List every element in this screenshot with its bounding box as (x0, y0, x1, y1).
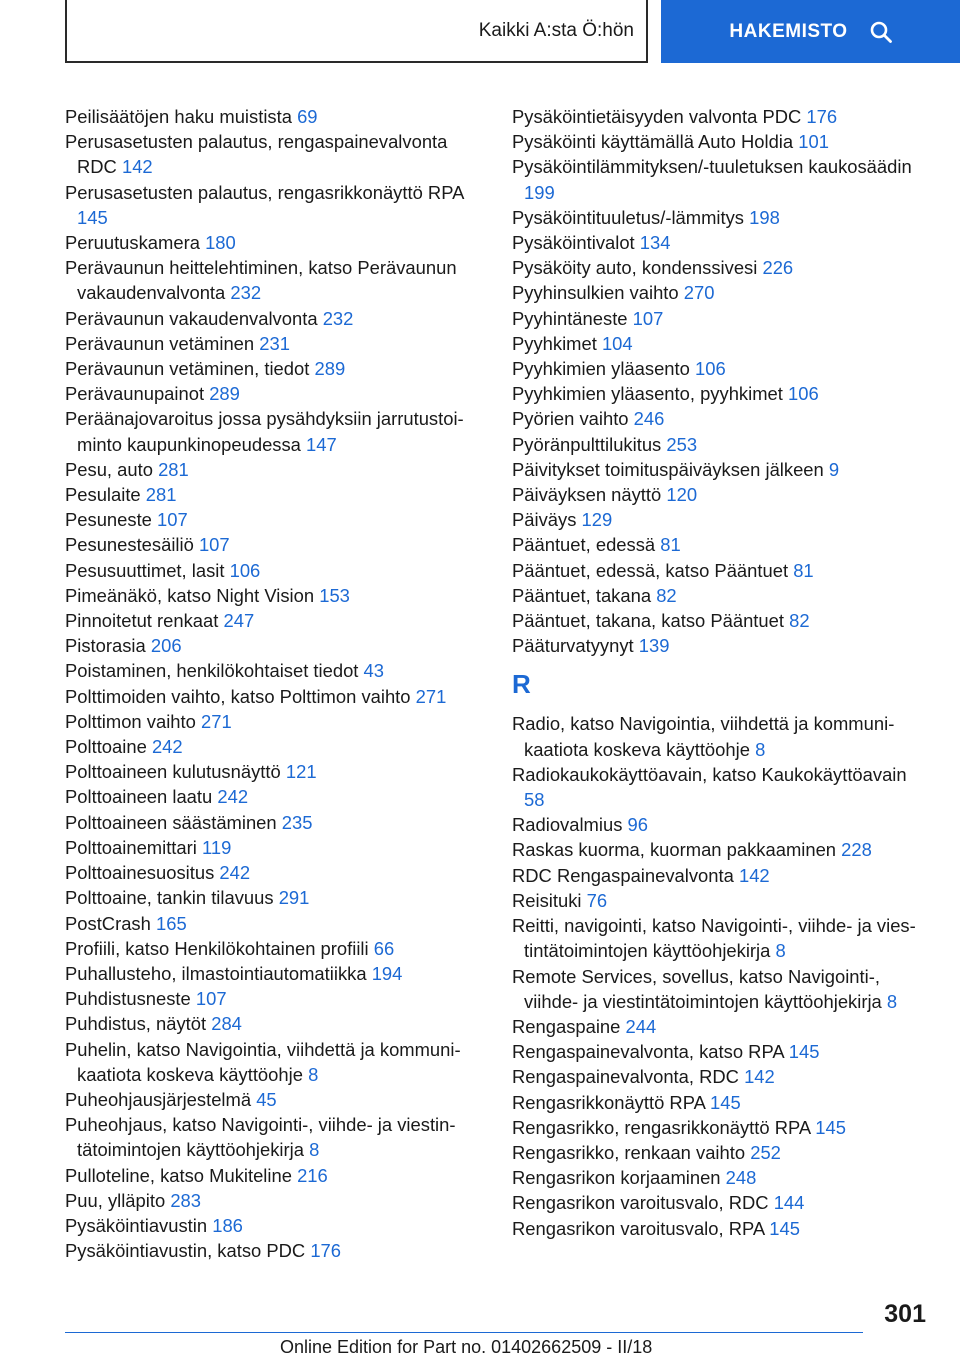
index-entry-page-link[interactable]: 66 (373, 937, 395, 959)
index-entry (512, 1014, 932, 1039)
index-entry-page-link[interactable]: 228 (841, 839, 872, 861)
index-entry-text: Poistaminen, henkilökohtaiset tiedot (65, 660, 359, 682)
index-entry-page-link[interactable]: 176 (806, 106, 838, 127)
index-entry-page-link[interactable]: 199 (524, 181, 555, 203)
index-entry (65, 885, 485, 910)
index-entry-text: Pyyhkimet (512, 332, 597, 354)
index-entry-text: Puhallusteho, ilmastointiautomatiikka (65, 962, 367, 984)
index-entry-page-link[interactable]: 145 (788, 1041, 820, 1063)
index-entry-page-link[interactable]: 252 (750, 1141, 781, 1163)
index-entry-page-link[interactable]: 119 (202, 836, 232, 858)
index-entry-page-link[interactable]: 106 (695, 358, 726, 380)
index-entry-text: Polttimon vaihto (65, 710, 196, 732)
index-entry (65, 406, 485, 456)
index-entry-text: Puhdistusneste (65, 988, 191, 1010)
index-entry-page-link[interactable]: 144 (773, 1192, 805, 1214)
index-entry-page-link[interactable]: 180 (205, 232, 236, 254)
index-entry-text: Radio, katso Navigointia, viihdettä ja kommunikaatiota koskeva käyttöohje (512, 713, 895, 760)
index-entry-text: Pyyhkimien yläasento (512, 358, 690, 380)
index-entry (65, 583, 485, 608)
index-entry (65, 306, 485, 331)
index-entry (512, 331, 932, 356)
index-entry-page-link[interactable]: 242 (151, 736, 183, 758)
index-entry-text: Rengaspainevalvonta, katso RPA (512, 1041, 784, 1063)
index-entry-text: RDC Rengaspainevalvonta (512, 864, 734, 886)
index-entry (512, 812, 932, 837)
index-entry-page-link[interactable]: 206 (150, 635, 182, 657)
index-entry-page-link[interactable]: 176 (310, 1240, 342, 1262)
index-entry (512, 863, 932, 888)
index-entry-text: Perävaunun heittelehtiminen, katso Perävaunun vakaudenvalvonta (65, 257, 457, 304)
index-entry-page-link[interactable]: 76 (586, 889, 608, 911)
index-entry (512, 457, 932, 482)
index-entry-page-link[interactable]: 145 (77, 206, 108, 228)
index-entry-text: Perusasetusten palautus, rengasrikkonäyttö RPA (65, 181, 464, 203)
index-entry-text: Rengasrikko, rengasrikkonäyttö RPA (512, 1116, 811, 1138)
index-entry (512, 762, 932, 812)
index-entry-text: Raskas kuorma, kuorman pakkaaminen (512, 839, 837, 861)
index-group-r (512, 711, 932, 1240)
index-entry-text: Reisituki (512, 889, 582, 911)
index-button-label: HAKEMISTO (729, 20, 848, 42)
index-group-p (512, 104, 932, 658)
index-entry-page-link[interactable]: 121 (285, 761, 317, 783)
index-entry (512, 1140, 932, 1165)
index-entry-text: Polttoaineen säästäminen (65, 811, 277, 833)
index-entry (65, 180, 485, 230)
index-entry (65, 1238, 485, 1263)
index-entry-page-link[interactable]: 165 (155, 912, 187, 934)
index-entry-text: Radiokaukokäyttöavain, katso Kaukokäyttöavain (512, 763, 907, 785)
index-entry (65, 936, 485, 961)
index-entry (65, 129, 485, 179)
index-entry (65, 734, 485, 759)
index-entry (512, 306, 932, 331)
index-entry-page-link[interactable]: 289 (209, 383, 240, 405)
index-entry (512, 608, 932, 633)
index-entry (65, 532, 485, 557)
index-entry-text: Rengasrikon korjaaminen (512, 1167, 721, 1189)
index-entry (65, 230, 485, 255)
index-entry (65, 1188, 485, 1213)
index-entry-page-link[interactable]: 69 (297, 106, 318, 127)
index-entry-page-link[interactable]: 291 (278, 887, 310, 909)
index-entry-page-link[interactable]: 43 (363, 660, 384, 682)
index-entry-text: Polttoaineen kulutusnäyttö (65, 761, 281, 783)
index-entry-text: Pysäköintiavustin (65, 1214, 208, 1236)
index-entry-page-link[interactable]: 81 (660, 534, 681, 556)
index-entry (512, 583, 932, 608)
index-entry-page-link[interactable]: 120 (666, 484, 698, 506)
index-entry (512, 1165, 932, 1190)
index-entry-page-link[interactable]: 289 (314, 358, 346, 380)
index-entry (512, 154, 932, 204)
index-entry (512, 482, 932, 507)
index-entry-page-link[interactable]: 147 (306, 433, 337, 455)
footer-rule (65, 1332, 863, 1333)
index-entry-text: Pääntuet, edessä (512, 534, 656, 556)
index-entry-text: Perävaunun vetäminen (65, 332, 255, 354)
index-entry-text: Päiväyksen näyttö (512, 484, 662, 506)
index-entry (65, 331, 485, 356)
index-entry-text: Perusasetusten palautus, rengaspainevalvonta RDC (65, 131, 448, 178)
index-entry-text: Pulloteline, katso Mukiteline (65, 1164, 292, 1186)
index-entry (512, 280, 932, 305)
index-entry-text: Pyörien vaihto (512, 408, 629, 430)
index-entry-text: Rengasrikon varoitusvalo, RDC (512, 1192, 769, 1214)
index-entry-text: Pysäköintiavustin, katso PDC (65, 1240, 306, 1262)
index-entry (65, 709, 485, 734)
index-entry-text: Pesu, auto (65, 458, 153, 480)
index-entry (512, 507, 932, 532)
index-entry-text: Peilisäätöjen haku muistista (65, 106, 292, 127)
index-entry (65, 986, 485, 1011)
index-entry (65, 810, 485, 835)
index-entry-text: Polttoaine (65, 736, 147, 758)
index-entry-page-link[interactable]: 153 (319, 584, 350, 606)
index-entry (512, 1064, 932, 1089)
index-entry-page-link[interactable]: 284 (211, 1013, 242, 1035)
index-entry-text: Puhdistus, näytöt (65, 1013, 207, 1035)
index-entry-page-link[interactable]: 8 (308, 1063, 319, 1085)
index-entry (512, 1190, 932, 1215)
index-entry-page-link[interactable]: 232 (230, 282, 262, 304)
index-entry (512, 964, 932, 1014)
index-entry-page-link[interactable]: 8 (309, 1139, 320, 1161)
index-entry-text: Pysäköintituuletus/-lämmitys (512, 206, 745, 228)
index-entry-text: Rengasrikko, renkaan vaihto (512, 1141, 746, 1163)
index-entry-text: Puheohjausjärjestelmä (65, 1088, 252, 1110)
index-entry (65, 961, 485, 986)
index-entry-page-link[interactable]: 106 (229, 559, 261, 581)
index-entry-text: Pääntuet, edessä, katso Pääntuet (512, 559, 789, 581)
index-entry (65, 255, 485, 305)
index-entry-text: Päiväys (512, 509, 577, 531)
index-entry (512, 913, 932, 963)
index-entry (512, 205, 932, 230)
index-entry-page-link[interactable]: 9 (828, 458, 840, 480)
index-entry-page-link[interactable]: 139 (638, 635, 670, 657)
index-entry (512, 255, 932, 280)
index-entry-page-link[interactable]: 106 (788, 383, 819, 405)
index-entry-page-link[interactable]: 231 (259, 332, 290, 354)
index-entry-page-link[interactable]: 82 (789, 610, 810, 632)
index-entry-text: Pysäköintivalot (512, 232, 635, 254)
index-entry (512, 1115, 932, 1140)
index-column-left (65, 104, 485, 1263)
index-entry (512, 381, 932, 406)
index-entry-text: Pesuneste (65, 509, 152, 531)
index-entry-text: Reitti, navigointi, katso Navigointi-, viihde- ja viestintätoimintojen käyttöohjekirja (512, 915, 916, 962)
index-entry-page-link[interactable]: 270 (683, 282, 715, 304)
index-entry (512, 1090, 932, 1115)
index-entry (65, 759, 485, 784)
index-entry-page-link[interactable]: 242 (217, 786, 249, 808)
index-entry-page-link[interactable]: 96 (627, 814, 648, 836)
index-entry-text: Puu, ylläpito (65, 1189, 166, 1211)
index-entry-text: PostCrash (65, 912, 151, 934)
index-entry-page-link[interactable]: 142 (744, 1066, 775, 1088)
index-entry-page-link[interactable]: 271 (200, 710, 232, 732)
index-entry-page-link[interactable]: 107 (157, 509, 188, 531)
index-entry-text: Perävaunun vetäminen, tiedot (65, 358, 310, 380)
index-entry-page-link[interactable]: 58 (524, 789, 545, 811)
index-entry (512, 1216, 932, 1241)
index-entry-text: Pesusuuttimet, lasit (65, 559, 225, 581)
index-entry-text: Pääturvatyynyt (512, 635, 634, 657)
index-entry (65, 381, 485, 406)
index-entry (65, 1037, 485, 1087)
index-column-right (512, 104, 932, 1241)
index-entry-text: Pistorasia (65, 635, 146, 657)
index-entry (512, 711, 932, 761)
index-entry-text: Polttoainesuositus (65, 862, 215, 884)
index-entry-text: Perävaunun vakaudenvalvonta (65, 307, 318, 329)
index-entry (65, 835, 485, 860)
index-entry (65, 1213, 485, 1238)
index-entry (65, 1087, 485, 1112)
index-entry-text: Polttoainemittari (65, 836, 197, 858)
index-entry-page-link[interactable]: 246 (633, 408, 665, 430)
index-entry (512, 633, 932, 658)
tab-a-to-z[interactable] (65, 0, 648, 63)
index-entry-text: Polttimoiden vaihto, katso Polttimon vaihto (65, 685, 411, 707)
index-entry-page-link[interactable]: 81 (793, 559, 814, 581)
index-entry-page-link[interactable]: 104 (601, 332, 633, 354)
footer-edition: Online Edition for Part no. 01402662509 - II/18 (280, 1337, 653, 1357)
index-entry-page-link[interactable]: 283 (170, 1189, 202, 1211)
index-entry-page-link[interactable]: 242 (219, 862, 251, 884)
index-entry (512, 558, 932, 583)
index-entry-page-link[interactable]: 45 (256, 1088, 277, 1110)
index-entry-page-link[interactable]: 8 (775, 940, 786, 962)
index-entry-text: Perävaunupainot (65, 383, 205, 405)
index-entry-text: Pyyhkimien yläasento, pyyhkimet (512, 383, 783, 405)
index-entry-page-link[interactable]: 198 (749, 206, 780, 228)
index-entry (512, 406, 932, 431)
index-entry-text: Rengaspaine (512, 1015, 621, 1037)
index-entry (65, 507, 485, 532)
index-entry-text: Pysäköintilämmityksen/-tuuletuksen kaukosäädin (512, 156, 912, 178)
index-entry (65, 608, 485, 633)
index-entry-text: Pysäköintietäisyyden valvonta PDC (512, 106, 802, 127)
index-entry (512, 1039, 932, 1064)
index-entry (512, 104, 932, 129)
index-entry (65, 104, 485, 129)
index-entry-page-link[interactable]: 216 (297, 1164, 328, 1186)
index-entry-page-link[interactable]: 107 (632, 307, 664, 329)
index-entry (65, 784, 485, 809)
index-entry-page-link[interactable]: 129 (581, 509, 613, 531)
index-entry-text: Rengasrikkonäyttö RPA (512, 1091, 705, 1113)
index-entry (512, 356, 932, 381)
index-entry-page-link[interactable]: 226 (762, 257, 794, 279)
index-entry-text: Pesulaite (65, 484, 141, 506)
index-entry-text: Peruutuskamera (65, 232, 200, 254)
index-entry-text: Pysäköity auto, kondenssivesi (512, 257, 758, 279)
index-entry-page-link[interactable]: 247 (223, 610, 255, 632)
index-entry-page-link[interactable]: 142 (738, 864, 770, 886)
index-entry-page-link[interactable]: 253 (666, 433, 698, 455)
index-entry-page-link[interactable]: 8 (886, 990, 898, 1012)
index-entry (65, 911, 485, 936)
index-entry-page-link[interactable]: 134 (639, 232, 671, 254)
index-entry (512, 532, 932, 557)
index-entry-page-link[interactable]: 145 (769, 1217, 800, 1239)
index-entry-text: Päivitykset toimituspäiväyksen jälkeen (512, 458, 824, 480)
section-letter-r: R (512, 669, 531, 700)
index-entry-page-link[interactable]: 194 (371, 962, 403, 984)
index-entry-page-link[interactable]: 107 (198, 534, 230, 556)
index-entry-text: Polttoaineen laatu (65, 786, 213, 808)
index-button[interactable] (661, 0, 960, 63)
index-entry-text: Pysäköinti käyttämällä Auto Holdia (512, 131, 794, 153)
index-entry-text: Pyyhinsulkien vaihto (512, 282, 679, 304)
index-entry (65, 684, 485, 709)
search-icon (870, 21, 892, 43)
index-entry (65, 633, 485, 658)
index-entry-text: Pääntuet, takana, katso Pääntuet (512, 610, 784, 632)
index-entry-text: Rengasrikon varoitusvalo, RPA (512, 1217, 765, 1239)
page-number: 301 (884, 1300, 926, 1328)
index-entry (65, 482, 485, 507)
index-entry-text: Pesunestesäiliö (65, 534, 194, 556)
index-entry-page-link[interactable]: 82 (656, 584, 677, 606)
index-entry (512, 837, 932, 862)
index-entry-page-link[interactable]: 235 (281, 811, 313, 833)
index-entry-page-link[interactable]: 248 (725, 1167, 757, 1189)
index-entry-page-link[interactable]: 142 (121, 156, 153, 178)
index-entry-page-link[interactable]: 281 (145, 484, 177, 506)
index-entry-page-link[interactable]: 101 (798, 131, 829, 153)
tab-a-to-z-label: Kaikki A:sta Ö:hön (478, 19, 634, 41)
index-entry-text: Rengaspainevalvonta, RDC (512, 1066, 739, 1088)
index-entry-page-link[interactable]: 145 (709, 1091, 741, 1113)
index-entry (65, 356, 485, 381)
index-entry-page-link[interactable]: 145 (815, 1116, 846, 1138)
index-entry-text: Pääntuet, takana (512, 584, 652, 606)
index-entry-page-link[interactable]: 107 (195, 988, 227, 1010)
index-entry (512, 432, 932, 457)
index-entry-page-link[interactable]: 271 (415, 685, 447, 707)
index-entry-text: Radiovalmius (512, 814, 623, 836)
index-entry-text: Pyöränpulttilukitus (512, 433, 662, 455)
index-entry-page-link[interactable]: 281 (158, 458, 189, 480)
index-entry (65, 860, 485, 885)
index-entry-text: Remote Services, sovellus, katso Navigointi-, viihde- ja viestintätoimintojen käyttöohjekirja (512, 965, 882, 1012)
index-entry-text: Pyyhintäneste (512, 307, 628, 329)
index-entry-text: Puheohjaus, katso Navigointi-, viihde- ja viestintätoimintojen käyttöohjekirja (65, 1114, 456, 1161)
index-entry-text: Puhelin, katso Navigointia, viihdettä ja kommunikaatiota koskeva käyttöohje (65, 1038, 461, 1085)
index-entry (512, 129, 932, 154)
index-entry (65, 558, 485, 583)
index-entry-page-link[interactable]: 232 (322, 307, 354, 329)
index-entry-text: Profiili, katso Henkilökohtainen profiili (65, 937, 369, 959)
index-entry (65, 1163, 485, 1188)
index-entry-page-link[interactable]: 186 (212, 1214, 243, 1236)
index-entry (512, 888, 932, 913)
index-entry-page-link[interactable]: 244 (625, 1015, 657, 1037)
index-entry-text: Peräänajovaroitus jossa pysähdyksiin jarrutustoiminto kaupunkinopeudessa (65, 408, 464, 455)
index-entry (65, 457, 485, 482)
index-entry (65, 658, 485, 683)
index-entry-text: Pimeänäkö, katso Night Vision (65, 584, 315, 606)
index-entry-text: Polttoaine, tankin tilavuus (65, 887, 274, 909)
index-entry (65, 1011, 485, 1036)
index-entry-text: Pinnoitetut renkaat (65, 610, 219, 632)
index-entry (512, 230, 932, 255)
index-entry (65, 1112, 485, 1162)
index-entry-page-link[interactable]: 8 (755, 738, 766, 760)
